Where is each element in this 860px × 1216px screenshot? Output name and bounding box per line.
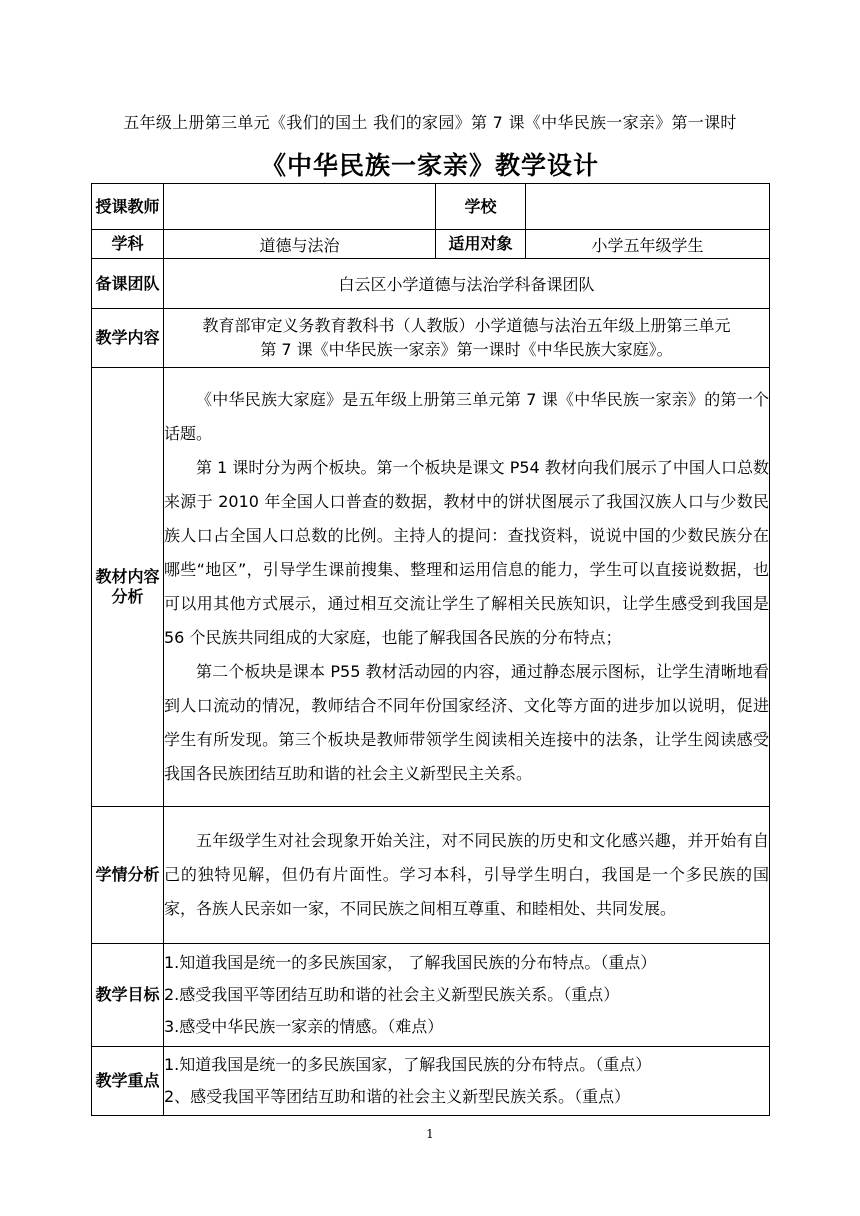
analysis-paragraph: 《中华民族大家庭》是五年级上册第三单元第 7 课《中华民族一家亲》的第一个话题。 bbox=[164, 390, 769, 443]
table-row bbox=[92, 230, 770, 259]
analysis-paragraph: 第二个板块是课本 P55 教材活动园的内容，通过静态展示图标，让学生清晰地看到人口流动的情况，教师结合不同年份国家经济、文化等方面的进步加以说明，促进学生有所发现。第三个板块是教师带领学生阅读相关连接中的法条，让学生阅读感受我国各民族团结互助和谐的社会主义新型民主关系。 bbox=[164, 662, 769, 783]
table-row bbox=[92, 259, 770, 309]
learner-paragraph: 五年级学生对社会现象开始关注，对不同民族的历史和文化感兴趣，并开始有自己的独特见解，但仍有片面性。学习本科，引导学生明白，我国是一个多民族的国家，各族人民亲如一家，不同民族之间相互尊重、和睦相处、共同发展。 bbox=[164, 831, 769, 918]
keypoint-item: 1.知道我国是统一的多民族国家，了解我国民族的分布特点。（重点） bbox=[164, 1055, 652, 1074]
content-label: 教学内容 bbox=[92, 309, 164, 368]
table-row bbox=[92, 944, 770, 1047]
content-value bbox=[164, 309, 770, 368]
school-value bbox=[526, 184, 770, 230]
analysis-value bbox=[164, 368, 770, 807]
analysis-label: 教材内容分析 bbox=[92, 368, 164, 807]
goals-label: 教学目标 bbox=[92, 944, 164, 1047]
page-number: 1 bbox=[426, 1127, 434, 1141]
goal-item: 2.感受我国平等团结互助和谐的社会主义新型民族关系。（重点） bbox=[164, 985, 620, 1004]
keypoint-item: 2、感受我国平等团结互助和谐的社会主义新型民族关系。（重点） bbox=[164, 1087, 631, 1106]
goal-item: 3.感受中华民族一家亲的情感。（难点） bbox=[164, 1017, 444, 1036]
keypoints-value bbox=[164, 1047, 770, 1116]
content-line: 第 7 课《中华民族一家亲》第一课时《中华民族大家庭》。 bbox=[260, 340, 673, 359]
teacher-value bbox=[164, 184, 436, 230]
analysis-paragraph: 第 1 课时分为两个板块。第一个板块是课文 P54 教材向我们展示了中国人口总数来源于 2010 年全国人口普查的数据，教材中的饼状图展示了我国汉族人口与少数民族人口占全国人口总数的比例。主持人的提问：查找资料，说说中国的少数民族分在哪些“地区”，引导学生课前搜集、整理和运用信息的能力，学生可以直接说数据，也可以用其他方式展示，通过相互交流让学生了解相关民族知识，让学生感受到我国是 56 个民族共同组成的大家庭，也能了解我国各民族的分布特点； bbox=[164, 458, 769, 647]
lesson-plan-table bbox=[91, 183, 770, 1116]
table-row bbox=[92, 368, 770, 807]
teacher-label: 授课教师 bbox=[92, 184, 164, 230]
team-label: 备课团队 bbox=[92, 259, 164, 309]
table-row bbox=[92, 1047, 770, 1116]
table-row bbox=[92, 807, 770, 944]
content-line: 教育部审定义务教育教科书（人教版）小学道德与法治五年级上册第三单元 bbox=[202, 316, 731, 335]
learner-label: 学情分析 bbox=[92, 807, 164, 944]
audience-value: 小学五年级学生 bbox=[526, 230, 770, 259]
keypoints-label: 教学重点 bbox=[92, 1047, 164, 1116]
table-row bbox=[92, 184, 770, 230]
goals-value bbox=[164, 944, 770, 1047]
school-label: 学校 bbox=[436, 184, 526, 230]
team-value: 白云区小学道德与法治学科备课团队 bbox=[164, 259, 770, 309]
table-row bbox=[92, 309, 770, 368]
learner-value bbox=[164, 807, 770, 944]
audience-label: 适用对象 bbox=[436, 230, 526, 259]
document-title: 《中华民族一家亲》教学设计 bbox=[260, 151, 599, 180]
goal-item: 1.知道我国是统一的多民族国家， 了解我国民族的分布特点。（重点） bbox=[164, 953, 657, 972]
subject-label: 学科 bbox=[92, 230, 164, 259]
subject-value: 道德与法治 bbox=[164, 230, 436, 259]
document-subtitle: 五年级上册第三单元《我们的国土 我们的家园》第 7 课《中华民族一家亲》第一课时 bbox=[123, 113, 737, 132]
